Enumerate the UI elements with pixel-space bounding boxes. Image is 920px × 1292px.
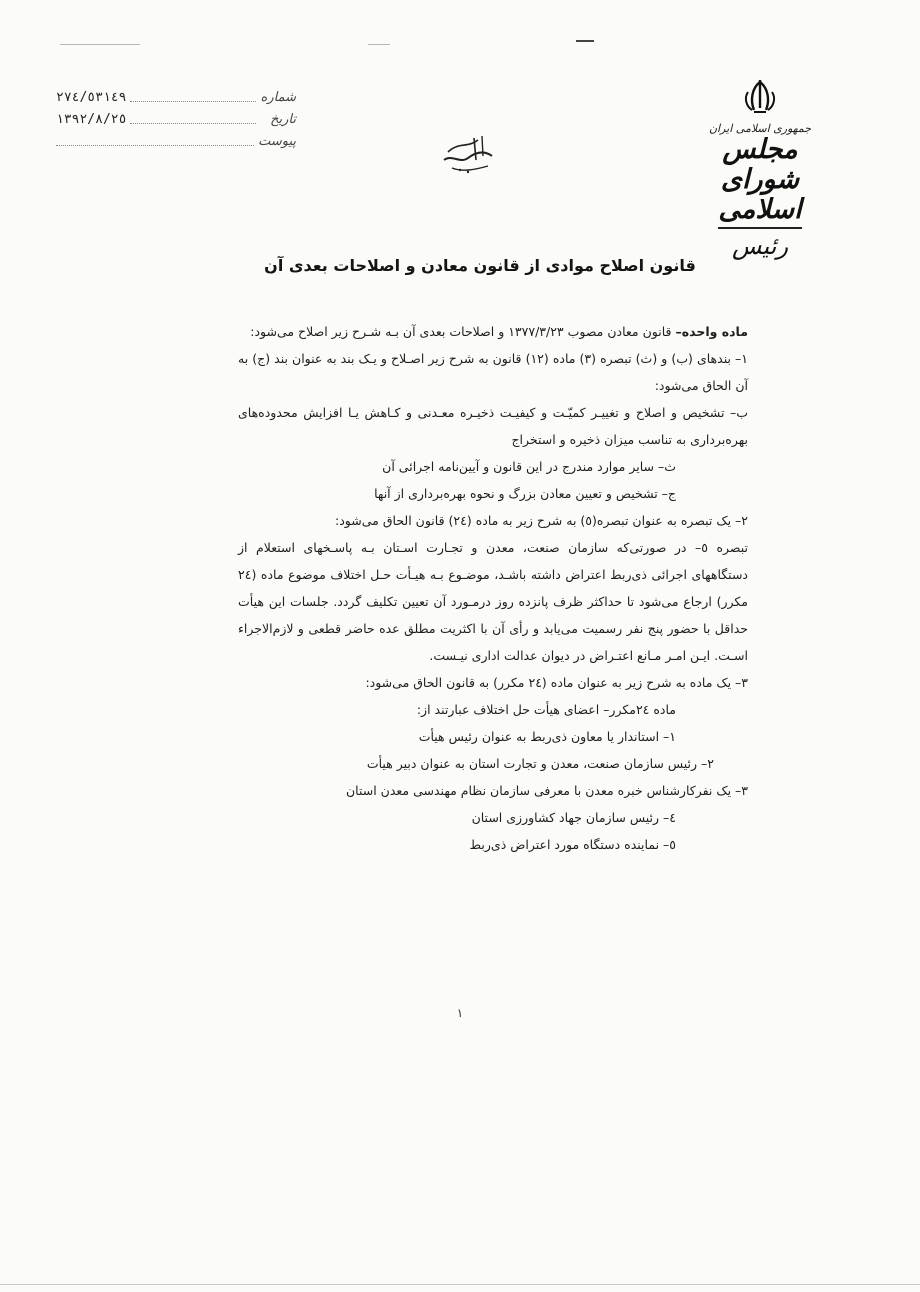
- clause-3-head: ماده ۲٤مکرر– اعضای هیأت حل اختلاف عبارتند از:: [416, 702, 676, 717]
- parliament-emblem: [700, 78, 820, 260]
- member-item: ۳– یک نفرکارشناس خبره معدن با معرفی سازمان نظام مهندسی معدن استان: [345, 783, 748, 798]
- clause-3: ۳– یک ماده به شرح زیر به عنوان ماده (۲٤ مکرر) به قانون الحاق می‌شود:: [365, 675, 748, 690]
- number-row: [56, 86, 296, 108]
- scan-mark: [368, 44, 390, 45]
- member-item: ٤– رئیس سازمان جهاد کشاورزی استان: [471, 810, 676, 825]
- scan-mark: [60, 44, 140, 45]
- dotted-leader: [130, 115, 256, 124]
- majlis-text: مجلس شورای اسلامی: [718, 134, 802, 225]
- clause-2: ۲– یک تبصره به عنوان تبصره(٥) به شرح زیر به ماده (۲٤) قانون الحاق می‌شود:: [335, 513, 748, 528]
- member-item: ٥– نماینده دستگاه مورد اعتراض ذی‌ربط: [469, 837, 676, 852]
- single-article-label: ماده واحده–: [675, 324, 748, 339]
- dotted-leader: [130, 93, 256, 102]
- scan-edge: [0, 1284, 920, 1285]
- letter-meta: [56, 86, 296, 152]
- attachment-label: پیوست: [258, 133, 296, 149]
- emblem-divider: [718, 227, 802, 229]
- single-article-text: قانون معادن مصوب ۱۳۷۷/۳/۲۳ و اصلاحات بعدی آن بـه شـرح زیر اصلاح می‌شود:: [250, 324, 672, 339]
- document-body: [238, 318, 748, 858]
- date-row: [56, 108, 296, 130]
- attachment-row: [56, 130, 296, 152]
- scan-mark: [576, 40, 594, 42]
- date-value: ۱۳۹۲/۸/۲٥: [56, 111, 127, 127]
- member-item: ۱– استاندار یا معاون ذی‌ربط به عنوان رئیس هیأت: [418, 729, 676, 744]
- member-item: ۲– رئیس سازمان صنعت، معدن و تجارت استان به عنوان دبیر هیأت: [366, 756, 714, 771]
- iran-emblem-icon: [740, 78, 780, 118]
- document-title: قانون اصلاح موادی از قانون معادن و اصلاحات بعدی آن: [264, 256, 696, 275]
- clause-1-b: ب– تشخیص و اصلاح و تغییـر کمیّـت و کیفیـت ذخیـره معـدنی و کـاهش یـا افزایش محدوده‌های بهره‌برداری به تناسب میزان ذخیره و استخراج: [238, 405, 748, 447]
- number-label: شماره: [260, 89, 296, 105]
- clause-1-th: ث– سایر موارد مندرج در این قانون و آیین‌نامه اجرائی آن: [382, 459, 676, 474]
- page-number: ۱: [456, 1006, 464, 1020]
- republic-text: جمهوری اسلامی ایران: [708, 122, 812, 135]
- clause-2-note: تبصره ٥– در صورتی‌که سازمان صنعت، معدن و تجـارت اسـتان بـه پاسـخهای استعلام از دستگاههای اجرائی ذی‌ربط اعتراض داشته باشـد، موضـوع بـه هیـأت حـل اختلاف موضوع ماده (۲٤ مکرر) ارجاع می‌شود تا حداکثر ظرف پانزده روز درمـورد آن تعیین تکلیف گردد. جلسات این هیأت حداقل با حضور پنج نفر رسمیت می‌یابد و رأی آن با اکثریت مطلق عده حاضر قطعی و لازم‌الاجراء اسـت. ایـن امـر مـانع اعتـراض در دیوان عدالت اداری نیـست.: [238, 540, 749, 663]
- clause-1: ۱– بندهای (ب) و (ث) تبصره (۳) ماده (۱۲) قانون به شرح زیر اصـلاح و یـک بند به عنوان بند (ج) به آن الحاق می‌شود:: [238, 351, 748, 393]
- number-value: ۲۷٤/٥٣١٤٩: [56, 89, 127, 105]
- date-label: تاریخ: [270, 111, 296, 127]
- invocation-calligraphy-icon: [438, 130, 498, 176]
- single-article: [238, 318, 748, 345]
- dotted-leader: [56, 137, 254, 146]
- clause-1-j: ج– تشخیص و تعیین معادن بزرگ و نحوه بهره‌برداری از آنها: [374, 486, 676, 501]
- role-text: رئیس: [731, 232, 789, 260]
